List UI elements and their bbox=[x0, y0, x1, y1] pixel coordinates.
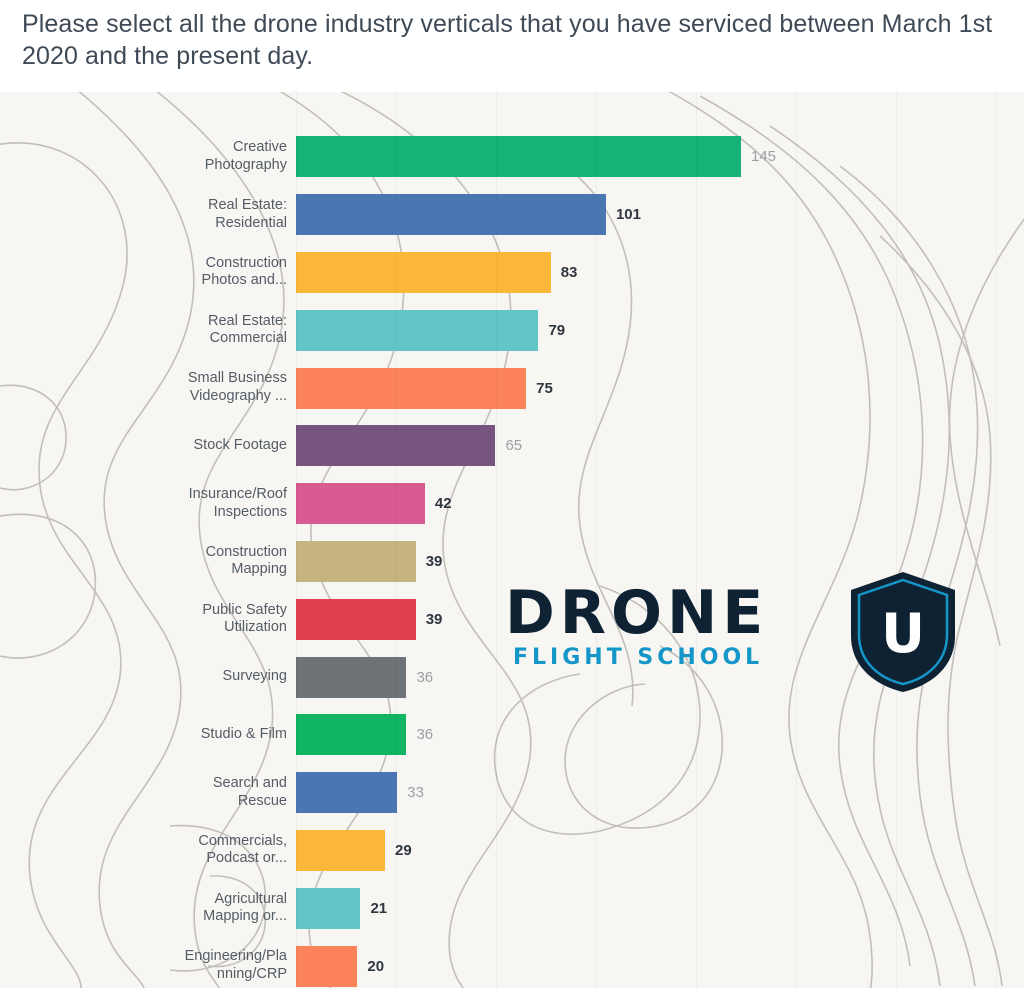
question-title-bar bbox=[0, 0, 1024, 92]
chart-bar bbox=[296, 425, 495, 466]
bar-value-label: 33 bbox=[407, 784, 424, 802]
chart-bar bbox=[296, 310, 538, 351]
bar-category-label: Real Estate: Commercial bbox=[208, 312, 287, 347]
bar-zone bbox=[296, 937, 1024, 995]
bar-value-label: 79 bbox=[548, 321, 566, 339]
chart-bar-row bbox=[0, 417, 1024, 475]
droneu-logo bbox=[505, 570, 960, 680]
chart-bar-row bbox=[0, 764, 1024, 822]
bar-zone bbox=[296, 706, 1024, 764]
logo-wordmark: DRONE bbox=[505, 578, 769, 648]
bar-category-label: Construction Mapping bbox=[205, 543, 287, 578]
chart-bar bbox=[296, 194, 606, 235]
chart-bar bbox=[296, 368, 526, 409]
chart-bar bbox=[296, 599, 416, 640]
bar-category-label: Creative Photography bbox=[204, 139, 287, 173]
bar-value-label: 83 bbox=[560, 263, 578, 281]
chart-bar bbox=[296, 483, 425, 524]
bar-value-label: 21 bbox=[370, 899, 388, 917]
chart-bar bbox=[296, 714, 406, 755]
bar-zone bbox=[296, 301, 1024, 359]
bar-value-label: 39 bbox=[425, 552, 443, 570]
bar-zone bbox=[296, 359, 1024, 417]
chart-bar bbox=[296, 252, 551, 293]
bar-zone bbox=[296, 128, 1024, 186]
logo-tagline: FLIGHT SCHOOL bbox=[513, 645, 764, 670]
bar-zone bbox=[296, 764, 1024, 822]
chart-bar bbox=[296, 830, 385, 871]
bar-category-label: Surveying bbox=[222, 668, 287, 685]
bar-value-label: 29 bbox=[395, 841, 412, 859]
bar-value-label: 101 bbox=[615, 206, 641, 224]
bar-value-label: 39 bbox=[425, 610, 443, 628]
bar-value-label: 65 bbox=[505, 437, 523, 455]
chart-bar-row bbox=[0, 822, 1024, 880]
chart-bar-row bbox=[0, 879, 1024, 937]
bar-zone bbox=[296, 475, 1024, 533]
svg-text:U: U bbox=[881, 602, 925, 665]
bar-value-label: 20 bbox=[367, 957, 385, 975]
bar-value-label: 36 bbox=[416, 726, 434, 744]
bar-category-label: Agricultural Mapping or... bbox=[203, 890, 287, 925]
chart-bar-row bbox=[0, 186, 1024, 244]
bar-value-label: 75 bbox=[536, 379, 553, 397]
chart-bar-row bbox=[0, 475, 1024, 533]
bar-category-label: Small Business Videography ... bbox=[187, 370, 287, 405]
bar-category-label: Insurance/Roof Inspections bbox=[188, 485, 287, 520]
bar-category-label: Studio & Film bbox=[200, 726, 287, 743]
page-title: Please select all the drone industry verticals that you have serviced between March 1st 2020 and the present day. bbox=[22, 10, 993, 70]
chart-bar-row bbox=[0, 706, 1024, 764]
bar-value-label: 36 bbox=[416, 668, 434, 686]
bar-zone bbox=[296, 879, 1024, 937]
chart-bar-row bbox=[0, 359, 1024, 417]
chart-bar bbox=[296, 772, 397, 813]
bar-category-label: Commercials, Podcast or... bbox=[198, 832, 287, 867]
chart-bar bbox=[296, 541, 416, 582]
bar-category-label: Stock Footage bbox=[193, 437, 287, 454]
chart-bar bbox=[296, 946, 357, 987]
bar-category-label: Construction Photos and... bbox=[201, 254, 287, 289]
chart-bar-row bbox=[0, 301, 1024, 359]
chart-bar-row bbox=[0, 128, 1024, 186]
bar-zone bbox=[296, 186, 1024, 244]
chart-bar bbox=[296, 657, 406, 698]
bar-category-label: Search and Rescue bbox=[212, 774, 287, 809]
chart-plot-area bbox=[0, 128, 1024, 995]
chart-bar bbox=[296, 136, 741, 177]
bar-category-label: Engineering/Pla nning/CRP bbox=[184, 948, 287, 983]
shield-icon bbox=[845, 570, 961, 694]
bar-chart bbox=[0, 86, 1024, 988]
bar-value-label: 42 bbox=[434, 495, 452, 513]
chart-bar-row bbox=[0, 937, 1024, 995]
bar-zone bbox=[296, 244, 1024, 302]
bar-value-label: 145 bbox=[751, 148, 777, 166]
bar-zone bbox=[296, 822, 1024, 880]
chart-bar bbox=[296, 888, 360, 929]
bar-category-label: Real Estate: Residential bbox=[208, 197, 287, 231]
bar-zone bbox=[296, 417, 1024, 475]
bar-category-label: Public Safety Utilization bbox=[202, 601, 287, 636]
chart-bar-row bbox=[0, 244, 1024, 302]
